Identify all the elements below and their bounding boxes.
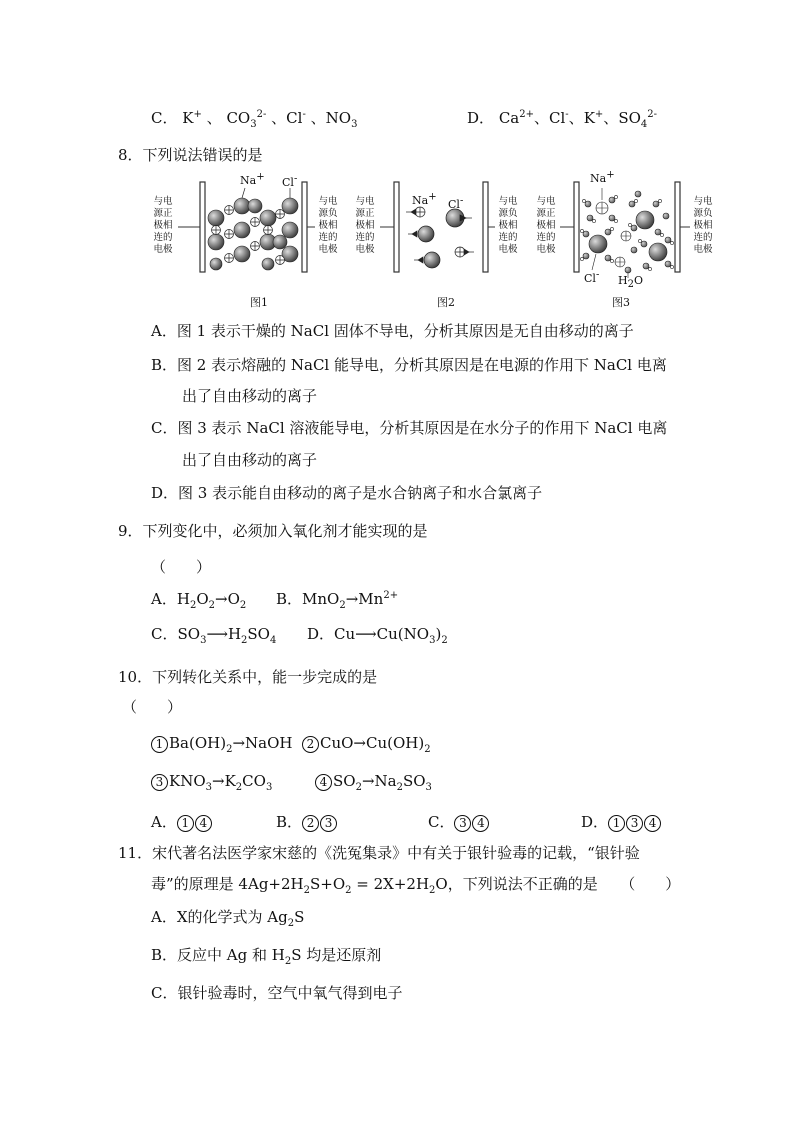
- q11-stem-line2: 毒”的原理是 $4Ag+2H_2S+O_2 = 2X+2H_2O$，下列说法不正确的是 （ ）: [151, 875, 681, 896]
- hydrated-ions: [580, 188, 673, 278]
- q10-choice-c: C． 3 4: [428, 812, 490, 832]
- electrode-label-negative-2: 与电 源负 极相 连的 电极: [498, 196, 518, 255]
- q11-stem-line1: 11．宋代著名法医学家宋慈的《洗冤集录》中有关于银针验毒的记载，“银针验: [118, 844, 640, 862]
- fig3-water-label: $H_2O$: [618, 274, 643, 291]
- q9-option-d: D．$Cu⟶Cu(NO_3)_2$: [307, 625, 448, 646]
- q8-option-b-cont: 出了自由移动的离子: [182, 387, 318, 405]
- q10-paren: （ ）: [122, 698, 183, 716]
- q10-item-4: 4 $SO_2\to Na_2SO_3$: [315, 771, 432, 791]
- q7-option-c: C． K+ 、 $CO_3^{2-}$ 、Cl- 、$NO_3$: [151, 109, 358, 130]
- caption-fig1: 图1: [250, 296, 268, 309]
- q8-option-d: D．图 3 表示能自由移动的离子是水合钠离子和水合氯离子: [151, 484, 543, 502]
- q10-choice-d: D． 1 3 4: [581, 812, 662, 832]
- lattice-ions: [208, 188, 298, 270]
- q9-option-c: C．$SO_3⟶H_2SO_4$: [151, 625, 277, 646]
- q11-option-c: C．银针验毒时，空气中氧气得到电子: [151, 984, 403, 1002]
- nacl-conductivity-figure: [150, 169, 720, 312]
- q10-item-3: 3 $KNO_3\to K_2CO_3$: [151, 771, 272, 791]
- electrode-label-negative-1: 与电 源负 极相 连的 电极: [318, 196, 338, 255]
- q8-stem: 8．下列说法错误的是: [118, 146, 263, 164]
- caption-fig3: 图3: [612, 296, 630, 309]
- q9-option-a: A．$H_2O_2\to O_2$: [151, 590, 247, 611]
- q7-option-d: D． $Ca^{2+}$、Cl-、K+、$SO_4^{2-}$: [467, 109, 658, 130]
- q9-paren: （ ）: [151, 558, 212, 576]
- fig2-na-label: Na+: [412, 191, 437, 207]
- caption-fig2: 图2: [437, 296, 455, 309]
- q11-option-b: B．反应中 Ag 和 $H_2S$ 均是还原剂: [151, 946, 382, 967]
- q10-choice-a: A． 1 4: [151, 812, 213, 832]
- q9-stem: 9．下列变化中，必须加入氧化剂才能实现的是: [118, 522, 428, 540]
- fig2-cl-label: Cl-: [448, 195, 464, 211]
- q11-option-a: A．X的化学式为 $Ag_2S$: [151, 908, 305, 929]
- molten-ions: [406, 207, 474, 268]
- q8-option-c: C．图 3 表示 NaCl 溶液能导电，分析其原因是在水分子的作用下 NaCl 电离: [151, 419, 668, 437]
- electrode-label-positive-3: 与电 源正 极相 连的 电极: [536, 196, 556, 255]
- q8-option-a: A．图 1 表示干燥的 NaCl 固体不导电，分析其原因是无自由移动的离子: [151, 322, 634, 340]
- q10-item-1: 1 $Ba(OH)_2\to NaOH$: [151, 733, 292, 753]
- electrode-label-positive-1: 与电 源正 极相 连的 电极: [153, 196, 173, 255]
- q10-item-2: 2 $CuO\to Cu(OH)_2$: [302, 733, 431, 753]
- fig3-cl-label: Cl-: [584, 269, 600, 285]
- electrode-label-negative-3: 与电 源负 极相 连的 电极: [693, 196, 713, 255]
- q10-stem: 10．下列转化关系中，能一步完成的是: [118, 668, 378, 686]
- q9-option-b: B．$MnO_2\to Mn^{2+}$: [276, 590, 399, 611]
- fig3-na-label: Na+: [590, 169, 615, 185]
- fig1-na-label: Na+: [240, 171, 265, 187]
- q10-choice-b: B． 2 3: [276, 812, 338, 832]
- fig1-cl-label: Cl-: [282, 173, 298, 189]
- q8-option-c-cont: 出了自由移动的离子: [182, 451, 318, 469]
- q8-option-b: B．图 2 表示熔融的 NaCl 能导电，分析其原因是在电源的作用下 NaCl 电离: [151, 356, 667, 374]
- electrode-label-positive-2: 与电 源正 极相 连的 电极: [355, 196, 375, 255]
